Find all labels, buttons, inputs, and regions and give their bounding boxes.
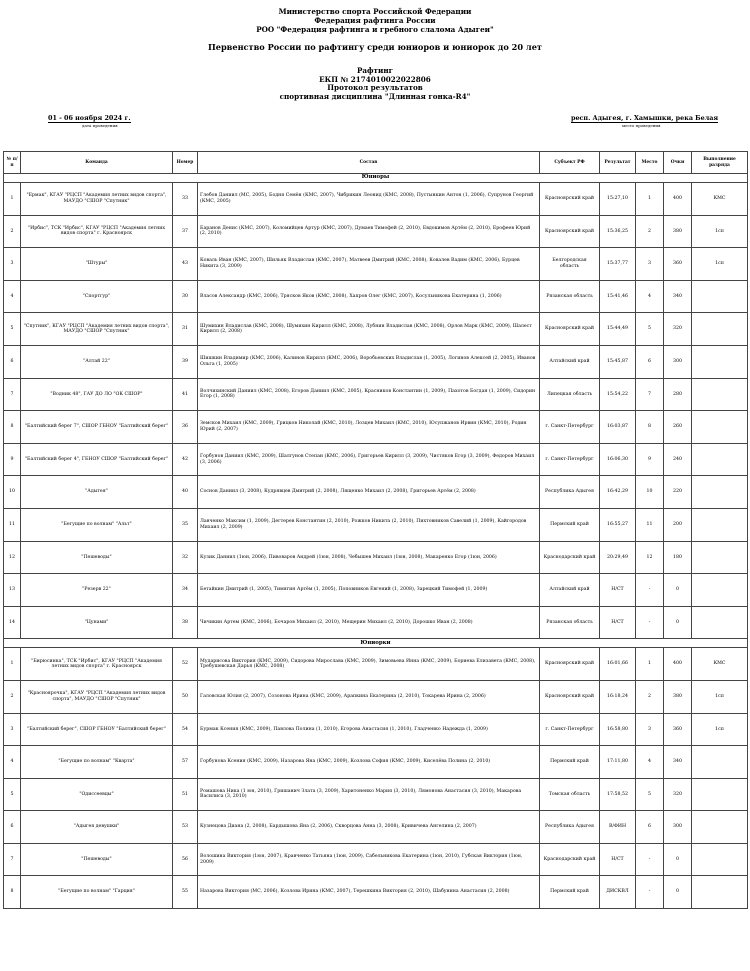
- protocol-title: Протокол результатов: [327, 83, 423, 93]
- team-members: Власов Александр (КМС, 2006), Трясков Яков (КМС, 2008), Хапров Олег (КМС, 2007), Косульникова Екатерина (1, 2006): [198, 280, 540, 313]
- team-name: "Одиссеевцы": [21, 778, 173, 811]
- points: 220: [664, 476, 692, 509]
- place: 3: [636, 713, 664, 746]
- region: Томская область: [540, 778, 600, 811]
- region: Алтайский край: [540, 345, 600, 378]
- region: Республика Адыгея: [540, 811, 600, 844]
- row-number: 3: [4, 713, 21, 746]
- place: -: [636, 876, 664, 909]
- col-result-header: Результат: [600, 152, 636, 174]
- team-members: Шумихин Владислав (КМС, 2008), Шумихин Кирилл (КМС, 2008), Лубнин Владислав (КМС, 2008), Орлов Марк (КМС, 2009), Шалест Кирилл (2, 2008): [198, 313, 540, 346]
- row-number: 4: [4, 280, 21, 313]
- ekp-number: ЕКП № 2174010022022806: [319, 74, 431, 84]
- group-header-row: [4, 174, 748, 183]
- result-time: 16:42,29: [600, 476, 636, 509]
- region: г. Санкт-Петербург: [540, 411, 600, 444]
- dateline: [0, 103, 750, 129]
- event-block: [0, 67, 750, 101]
- row-number: 10: [4, 476, 21, 509]
- bib-number: 35: [173, 508, 198, 541]
- result-time: 15:27,10: [600, 183, 636, 216]
- result-time: ДИСКВЛ: [600, 876, 636, 909]
- row-number: 14: [4, 606, 21, 639]
- result-time: 16:58,80: [600, 713, 636, 746]
- place: 12: [636, 541, 664, 574]
- team-name: "Ирбис", ТСК "Ирбис", КГАУ "РЦСП "Академия летних видов спорта" г. Красноярск: [21, 215, 173, 248]
- place: 4: [636, 280, 664, 313]
- place: -: [636, 574, 664, 607]
- team-members: Глебов Даниил (МС, 2005), Бодня Семён (КМС, 2007), Чибрикин Леонид (КМС, 2008), Пустынкин Антон (1, 2006), Супрунов Георгий (КМС, 2005): [198, 183, 540, 216]
- bib-number: 57: [173, 746, 198, 779]
- table-row: [4, 811, 748, 844]
- table-row: [4, 313, 748, 346]
- row-number: 1: [4, 183, 21, 216]
- rank-achieved: КМС: [692, 183, 748, 216]
- table-row: [4, 411, 748, 444]
- place: 2: [636, 680, 664, 713]
- region: Краснодарский край: [540, 843, 600, 876]
- table-body: [4, 174, 748, 909]
- event-place: респ. Адыгея, г. Хамышки, река Белая: [571, 114, 719, 123]
- bib-number: 51: [173, 778, 198, 811]
- team-name: "Красноярочка", КГАУ "РЦСП "Академия летних видов спорта", МАУДО "СШОР "Спутник": [21, 680, 173, 713]
- points: 400: [664, 183, 692, 216]
- col-region-header: Субъект РФ: [540, 152, 600, 174]
- row-number: 8: [4, 411, 21, 444]
- rank-achieved: [692, 541, 748, 574]
- team-members: Чичикин Артем (КМС, 2006), Бочаров Михаил (2, 2010), Мещерин Михаил (2, 2010), Дорошко Иван (2, 2008): [198, 606, 540, 639]
- team-members: Кузик Даниил (1юн, 2006), Пивоваров Андрей (1юн, 2008), Чебышев Михаил (1юн, 2008), Макаренко Егор (1юн, 2006): [198, 541, 540, 574]
- rank-achieved: [692, 811, 748, 844]
- team-name: "Пешеводы": [21, 843, 173, 876]
- result-time: 15:45,87: [600, 345, 636, 378]
- team-name: "Пешеводы": [21, 541, 173, 574]
- result-time: 20:29,49: [600, 541, 636, 574]
- bib-number: 34: [173, 574, 198, 607]
- row-number: 2: [4, 215, 21, 248]
- result-time: 16:55,27: [600, 508, 636, 541]
- table-row: [4, 778, 748, 811]
- rank-achieved: [692, 280, 748, 313]
- rank-achieved: [692, 606, 748, 639]
- table-row: [4, 378, 748, 411]
- region: Липецкая область: [540, 378, 600, 411]
- team-name: "Спутник", КГАУ "РЦСП "Академия летних видов спорта", МАУДО "СШОР "Спутник": [21, 313, 173, 346]
- col-number-header: № п/п: [4, 152, 21, 174]
- result-time: Н/СТ: [600, 574, 636, 607]
- region: г. Санкт-Петербург: [540, 713, 600, 746]
- points: 0: [664, 606, 692, 639]
- result-time: В/ФИН: [600, 811, 636, 844]
- bib-number: 39: [173, 345, 198, 378]
- points: 260: [664, 411, 692, 444]
- table-row: [4, 476, 748, 509]
- row-number: 4: [4, 746, 21, 779]
- points: 200: [664, 508, 692, 541]
- table-row: [4, 713, 748, 746]
- place: 10: [636, 476, 664, 509]
- region: Краснодарский край: [540, 541, 600, 574]
- result-time: 15:54,22: [600, 378, 636, 411]
- rank-achieved: [692, 843, 748, 876]
- rank-achieved: [692, 476, 748, 509]
- region: Республика Адыгея: [540, 476, 600, 509]
- points: 320: [664, 778, 692, 811]
- row-number: 7: [4, 378, 21, 411]
- table-row: [4, 183, 748, 216]
- place: 11: [636, 508, 664, 541]
- bib-number: 56: [173, 843, 198, 876]
- rank-achieved: [692, 378, 748, 411]
- federation-title: Федерация рафтинга России: [314, 16, 436, 25]
- discipline-title: спортивная дисциплина "Длинная гонка-R4": [279, 91, 471, 101]
- table-header-row: [4, 152, 748, 174]
- team-members: Земсков Михаил (КМС, 2009), Грицков Николай (КМС, 2010), Лозцев Михаил (КМС, 2010), Юсупжанов Ирвин (КМС, 2010), Родин Юрий (2, 2007): [198, 411, 540, 444]
- place: 9: [636, 443, 664, 476]
- table-row: [4, 574, 748, 607]
- region: Красноярский край: [540, 215, 600, 248]
- table-row: [4, 680, 748, 713]
- place: 2: [636, 215, 664, 248]
- team-name: "Водник 48", ГАУ ДО ЛО "ОК СШОР": [21, 378, 173, 411]
- result-time: 16:01,66: [600, 648, 636, 681]
- place: 4: [636, 746, 664, 779]
- bib-number: 53: [173, 811, 198, 844]
- result-time: 15:37,77: [600, 248, 636, 281]
- place: 6: [636, 345, 664, 378]
- table-row: [4, 541, 748, 574]
- team-members: Галовская Юлия (2, 2007), Созонова Ирина (КМС, 2009), Арапкина Екатерина (2, 2010), Токарева Ирина (2, 2006): [198, 680, 540, 713]
- rank-achieved: КМС: [692, 648, 748, 681]
- region: Алтайский край: [540, 574, 600, 607]
- table-row: [4, 443, 748, 476]
- row-number: 11: [4, 508, 21, 541]
- row-number: 9: [4, 443, 21, 476]
- result-time: 15:41,46: [600, 280, 636, 313]
- region: Белгородская область: [540, 248, 600, 281]
- rank-achieved: [692, 574, 748, 607]
- bib-number: 50: [173, 680, 198, 713]
- group-header-row: [4, 639, 748, 648]
- team-members: Бурмак Ксения (КМС, 2009), Павлова Полина (1, 2010), Егорова Анастасия (1, 2010), Гладченко Надежда (1, 2009): [198, 713, 540, 746]
- event-date: 01 - 06 ноября 2024 г.: [48, 114, 131, 123]
- points: 0: [664, 843, 692, 876]
- row-number: 8: [4, 876, 21, 909]
- bib-number: 52: [173, 648, 198, 681]
- rank-achieved: [692, 443, 748, 476]
- region: Красноярский край: [540, 183, 600, 216]
- rank-achieved: [692, 345, 748, 378]
- col-team-header: Команда: [21, 152, 173, 174]
- points: 340: [664, 746, 692, 779]
- result-time: 17:58,52: [600, 778, 636, 811]
- bib-number: 43: [173, 248, 198, 281]
- place: 8: [636, 411, 664, 444]
- organizers-header: [0, 0, 750, 34]
- row-number: 1: [4, 648, 21, 681]
- bib-number: 32: [173, 541, 198, 574]
- team-name: "Адыгея": [21, 476, 173, 509]
- table-row: [4, 876, 748, 909]
- team-members: Назарова Виктория (МС, 2006), Козлова Ирина (КМС, 2007), Терешкина Виктория (2, 2010), Шабунина Анастасия (2, 2008): [198, 876, 540, 909]
- row-number: 12: [4, 541, 21, 574]
- bib-number: 31: [173, 313, 198, 346]
- row-number: 6: [4, 345, 21, 378]
- team-name: "Бегущие по волнам" "Альт": [21, 508, 173, 541]
- bib-number: 54: [173, 713, 198, 746]
- table-row: [4, 345, 748, 378]
- results-table: [3, 151, 748, 909]
- points: 360: [664, 713, 692, 746]
- team-name: "Резерв 22": [21, 574, 173, 607]
- team-name: "Ермак", КГАУ "РЦСП "Академия летних видов спорта", МАУДО "СШОР "Спутник": [21, 183, 173, 216]
- row-number: 5: [4, 313, 21, 346]
- sport-title: Рафтинг: [357, 66, 393, 75]
- team-members: Горбунов Даниил (КМС, 2009), Шалгунов Степан (КМС, 2006), Григорьев Кирилл (3, 2009), Чистяков Егор (3, 2009), Федоров Михаил (3, 2006): [198, 443, 540, 476]
- rank-achieved: [692, 778, 748, 811]
- result-time: 15:36,25: [600, 215, 636, 248]
- team-name: "Балтийский берег 7", СШОР ГБНОУ "Балтийский берег": [21, 411, 173, 444]
- region: Рязанская область: [540, 606, 600, 639]
- result-time: 15:44,49: [600, 313, 636, 346]
- row-number: 6: [4, 811, 21, 844]
- place: 7: [636, 378, 664, 411]
- team-members: Кузнецова Диана (2, 2008), Бардышова Яна (2, 2006), Скворцова Анна (3, 2008), Кривичева Ангелина (2, 2007): [198, 811, 540, 844]
- bib-number: 41: [173, 378, 198, 411]
- bib-number: 33: [173, 183, 198, 216]
- rank-achieved: 1сп: [692, 713, 748, 746]
- points: 180: [664, 541, 692, 574]
- team-name: "Бегущие по волнам" "Гарция": [21, 876, 173, 909]
- result-time: 16:03,87: [600, 411, 636, 444]
- points: 240: [664, 443, 692, 476]
- rank-achieved: [692, 508, 748, 541]
- row-number: 2: [4, 680, 21, 713]
- points: 360: [664, 248, 692, 281]
- bib-number: 30: [173, 280, 198, 313]
- table-row: [4, 843, 748, 876]
- team-name: "Спортгур": [21, 280, 173, 313]
- team-members: Ромашова Ника (1 юн, 2010), Гришанич Злата (3, 2009), Харитоненко Мария (3, 2010), Лямонова Анастасия (3, 2010), Макарова Василиса (3, 2010): [198, 778, 540, 811]
- points: 400: [664, 648, 692, 681]
- place: 1: [636, 183, 664, 216]
- region: Красноярский край: [540, 680, 600, 713]
- table-row: [4, 280, 748, 313]
- region: Пермский край: [540, 876, 600, 909]
- team-name: "Алтай 22": [21, 345, 173, 378]
- regional-org-title: РОО "Федерация рафтинга и гребного слалома Адыгеи": [256, 25, 494, 34]
- row-number: 7: [4, 843, 21, 876]
- row-number: 5: [4, 778, 21, 811]
- col-rank-header: Выполнение разряда: [692, 152, 748, 174]
- region: Красноярский край: [540, 648, 600, 681]
- col-bib-header: Номер: [173, 152, 198, 174]
- result-time: 17:11,80: [600, 746, 636, 779]
- points: 380: [664, 215, 692, 248]
- team-members: Баранов Денис (КМС, 2007), Коломийцев Артур (КМС, 2007), Думаев Тимофей (2, 2010), Евдокимов Артём (2, 2010), Ерофеев Юрий (2, 2010): [198, 215, 540, 248]
- team-members: Соснов Даниил (3, 2008), Кудрявцев Дмитрий (2, 2008), Лященко Михаил (2, 2008), Григорьев Артём (2, 2008): [198, 476, 540, 509]
- table-row: [4, 606, 748, 639]
- team-members: Горбунова Ксения (КМС, 2009), Назарова Яна (КМС, 2009), Козлова София (КМС, 2009), Киселёва Полина (2, 2010): [198, 746, 540, 779]
- team-members: Шишкин Владимир (КМС, 2006), Калинов Кирилл (КМС, 2006), Воробьевских Владислав (1, 2005), Логинов Алексей (2, 2005), Иванов Ольга (1, 2005): [198, 345, 540, 378]
- col-points-header: Очки: [664, 152, 692, 174]
- rank-achieved: [692, 876, 748, 909]
- team-members: Волошина Виктория (1юн, 2007), Кравченко Татьяна (1юн, 2009), Сабельникова Екатерина (1юн, 2010), Губская Виктория (1юн, 2009): [198, 843, 540, 876]
- team-name: "Цунами": [21, 606, 173, 639]
- col-place-header: Место: [636, 152, 664, 174]
- ministry-title: Министерство спорта Российской Федерации: [278, 7, 472, 16]
- rank-achieved: 1сп: [692, 680, 748, 713]
- team-members: Волчихинский Даниил (КМС, 2008), Егоров Даниил (КМС, 2005), Красников Константин (1, 2009), Пахотов Богдан (1, 2009), Сидорин Егор (1, 2008): [198, 378, 540, 411]
- rank-achieved: 1сп: [692, 248, 748, 281]
- rank-achieved: [692, 411, 748, 444]
- table-row: [4, 746, 748, 779]
- points: 340: [664, 280, 692, 313]
- region: Пермский край: [540, 746, 600, 779]
- result-time: 16:06,30: [600, 443, 636, 476]
- team-members: Лавченко Максим (1, 2009), Дегтерев Константин (2, 2010), Рожков Никита (2, 2010), Пихтовников Савелий (1, 2009), Кайгородов Михаил (2, 2009): [198, 508, 540, 541]
- team-members: Бетайкин Дмитрий (1, 2005), Тимягин Артём (1, 2005), Поповников Евгений (1, 2008), Зарецкий Тимофей (1, 2009): [198, 574, 540, 607]
- points: 380: [664, 680, 692, 713]
- bib-number: 37: [173, 215, 198, 248]
- region: Пермский край: [540, 508, 600, 541]
- team-members: Мударисова Виктория (КМС, 2009), Сидорова Мирослава (КМС, 2009), Зимовьева Инна (КМС, 2009), Бориева Елизавета (КМС, 2008), Требушевская Дарья (КМС, 2008): [198, 648, 540, 681]
- event-date-caption: дата проведения: [82, 123, 118, 129]
- bib-number: 55: [173, 876, 198, 909]
- place: -: [636, 606, 664, 639]
- group-title: Юниорки: [4, 639, 748, 648]
- row-number: 3: [4, 248, 21, 281]
- place: 5: [636, 313, 664, 346]
- region: г. Санкт-Петербург: [540, 443, 600, 476]
- col-members-header: Состав: [198, 152, 540, 174]
- team-name: "Бегущие по волнам" "Кварта": [21, 746, 173, 779]
- team-name: "Адыгея девушки": [21, 811, 173, 844]
- event-place-caption: место проведения: [622, 123, 661, 129]
- rank-achieved: [692, 746, 748, 779]
- table-row: [4, 508, 748, 541]
- rank-achieved: 1сп: [692, 215, 748, 248]
- championship-title: Первенство России по рафтингу среди юниоров и юниорок до 20 лет: [208, 42, 542, 52]
- bib-number: 42: [173, 443, 198, 476]
- table-row: [4, 215, 748, 248]
- team-members: Коваль Иван (КМС, 2007), Шильяк Владислав (КМС, 2007), Матвеев Дмитрий (КМС, 2008), Ковалев Вадим (КМС, 2006), Бурцев Никита (3, 2009): [198, 248, 540, 281]
- bib-number: 36: [173, 411, 198, 444]
- region: Красноярский край: [540, 313, 600, 346]
- points: 300: [664, 811, 692, 844]
- points: 0: [664, 574, 692, 607]
- place: -: [636, 843, 664, 876]
- region: Рязанская область: [540, 280, 600, 313]
- table-row: [4, 648, 748, 681]
- place: 1: [636, 648, 664, 681]
- team-name: "Балтийский берег 4", ГБНОУ СШОР "Балтийский берег": [21, 443, 173, 476]
- result-time: Н/СТ: [600, 606, 636, 639]
- group-title: Юниоры: [4, 174, 748, 183]
- points: 0: [664, 876, 692, 909]
- place: 5: [636, 778, 664, 811]
- points: 320: [664, 313, 692, 346]
- result-time: Н/СТ: [600, 843, 636, 876]
- points: 300: [664, 345, 692, 378]
- bib-number: 40: [173, 476, 198, 509]
- team-name: "Балтийский берег", СШОР ГБНОУ "Балтийский берег": [21, 713, 173, 746]
- rank-achieved: [692, 313, 748, 346]
- points: 280: [664, 378, 692, 411]
- place: 3: [636, 248, 664, 281]
- place: 6: [636, 811, 664, 844]
- team-name: "Бирюсинка", ТСК "Ирбис", КГАУ "РЦСП "Академия летних видов спорта" г. Красноярск: [21, 648, 173, 681]
- result-time: 16:18,24: [600, 680, 636, 713]
- row-number: 13: [4, 574, 21, 607]
- team-name: "Штуры": [21, 248, 173, 281]
- table-row: [4, 248, 748, 281]
- bib-number: 38: [173, 606, 198, 639]
